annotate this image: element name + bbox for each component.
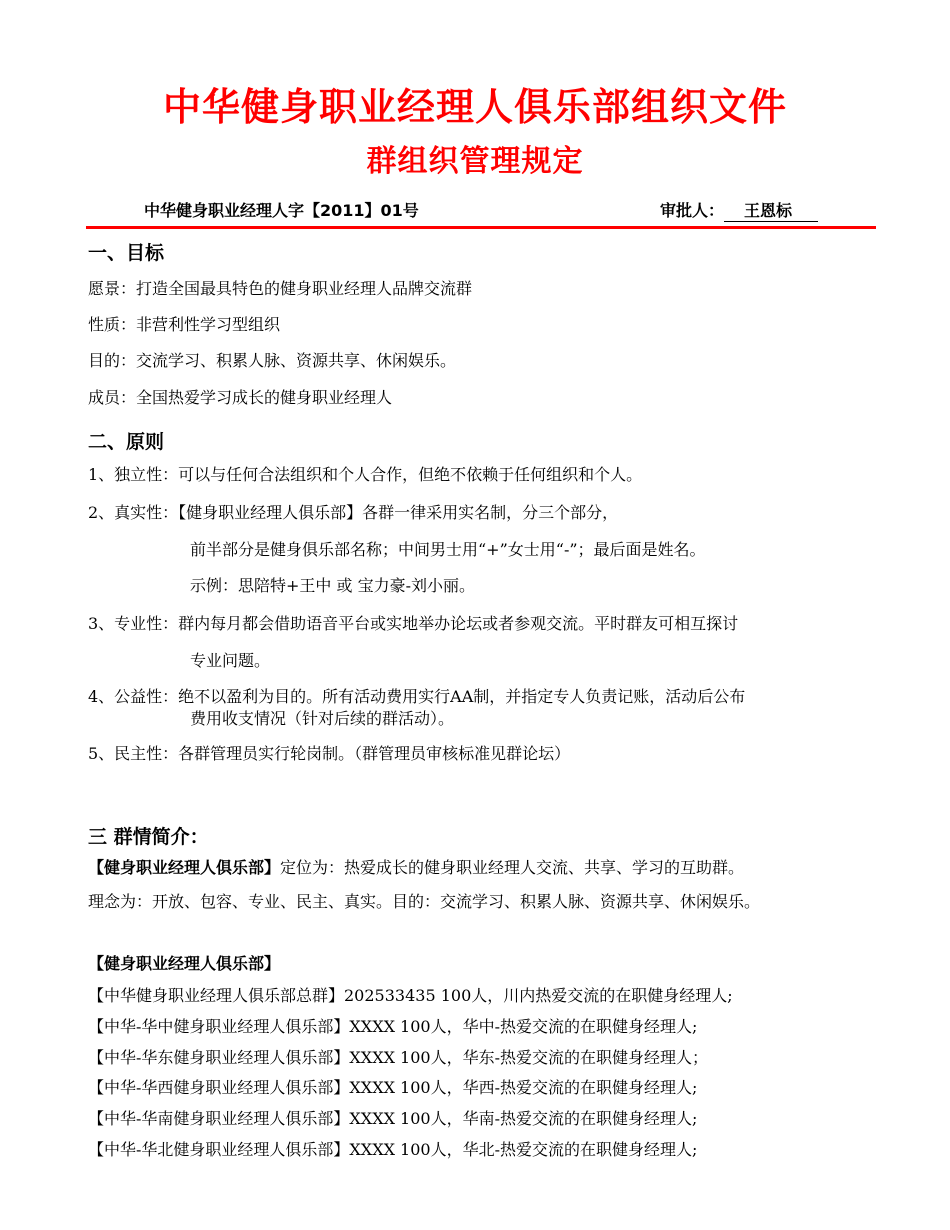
- goal-members: 成员：全国热爱学习成长的健身职业经理人: [88, 388, 393, 407]
- groups-intro: [88, 858, 744, 878]
- approver-label: 审批人：: [660, 201, 725, 220]
- list-item: 【中华-华中健身职业经理人俱乐部】XXXX 100人，华中-热爱交流的在职健身经理人;: [88, 1017, 698, 1036]
- principle-authenticity-detail: 前半部分是健身俱乐部名称；中间男士用“+”女士用“-”；最后面是姓名。: [190, 540, 706, 559]
- principle-authenticity: 2、真实性：【健身职业经理人俱乐部】各群一律采用实名制，分三个部分，: [88, 503, 619, 522]
- approver: [660, 198, 818, 222]
- list-item: 【中华-华北健身职业经理人俱乐部】XXXX 100人，华北-热爱交流的在职健身经理人;: [88, 1140, 698, 1159]
- principle-public-welfare-cont: 费用收支情况（针对后续的群活动）。: [190, 709, 455, 728]
- principle-professionalism-cont: 专业问题。: [190, 651, 271, 670]
- groups-philosophy: 理念为：开放、包容、专业、民主、真实。目的：交流学习、积累人脉、资源共享、休闲娱乐。: [88, 892, 761, 911]
- groups-intro-name: 【健身职业经理人俱乐部】: [88, 858, 281, 877]
- goal-nature: 性质：非营利性学习型组织: [88, 315, 281, 334]
- header-divider: [86, 226, 876, 229]
- groups-intro-text: 定位为：热爱成长的健身职业经理人交流、共享、学习的互助群。: [280, 858, 745, 877]
- group-list-heading: 【健身职业经理人俱乐部】: [88, 954, 281, 973]
- section-heading-goals: 一、目标: [88, 242, 165, 264]
- section-heading-groups: 三 群情简介：: [88, 826, 209, 848]
- principle-authenticity-example: 示例：思陪特+王中 或 宝力豪-刘小丽。: [190, 576, 475, 595]
- document-title: 中华健身职业经理人俱乐部组织文件: [162, 85, 787, 129]
- principle-democracy: 5、民主性：各群管理员实行轮岗制。（群管理员审核标准见群论坛）: [88, 744, 571, 763]
- principle-public-welfare: 4、公益性：绝不以盈利为目的。所有活动费用实行AA制，并指定专人负责记账，活动后公布: [88, 687, 746, 706]
- goal-purpose: 目的：交流学习、积累人脉、资源共享、休闲娱乐。: [88, 351, 457, 370]
- principle-independence: 1、独立性：可以与任何合法组织和个人合作，但绝不依赖于任何组织和个人。: [88, 465, 643, 484]
- approver-name: 王恩标: [724, 198, 818, 222]
- section-heading-principles: 二、原则: [88, 431, 165, 453]
- principle-professionalism: 3、专业性：群内每月都会借助语音平台或实地举办论坛或者参观交流。平时群友可相互探讨: [88, 614, 739, 633]
- goal-vision: 愿景：打造全国最具特色的健身职业经理人品牌交流群: [88, 279, 473, 298]
- list-item: 【中华-华东健身职业经理人俱乐部】XXXX 100人，华东-热爱交流的在职健身经理人；: [88, 1048, 709, 1067]
- document-subtitle: 群组织管理规定: [366, 144, 584, 179]
- list-item: 【中华健身职业经理人俱乐部总群】202533435 100人，川内热爱交流的在职健身经理人;: [88, 986, 733, 1005]
- list-item: 【中华-华西健身职业经理人俱乐部】XXXX 100人，华西-热爱交流的在职健身经理人;: [88, 1078, 698, 1097]
- list-item: 【中华-华南健身职业经理人俱乐部】XXXX 100人，华南-热爱交流的在职健身经理人;: [88, 1109, 698, 1128]
- document-number: 中华健身职业经理人字【2011】01号: [144, 201, 419, 220]
